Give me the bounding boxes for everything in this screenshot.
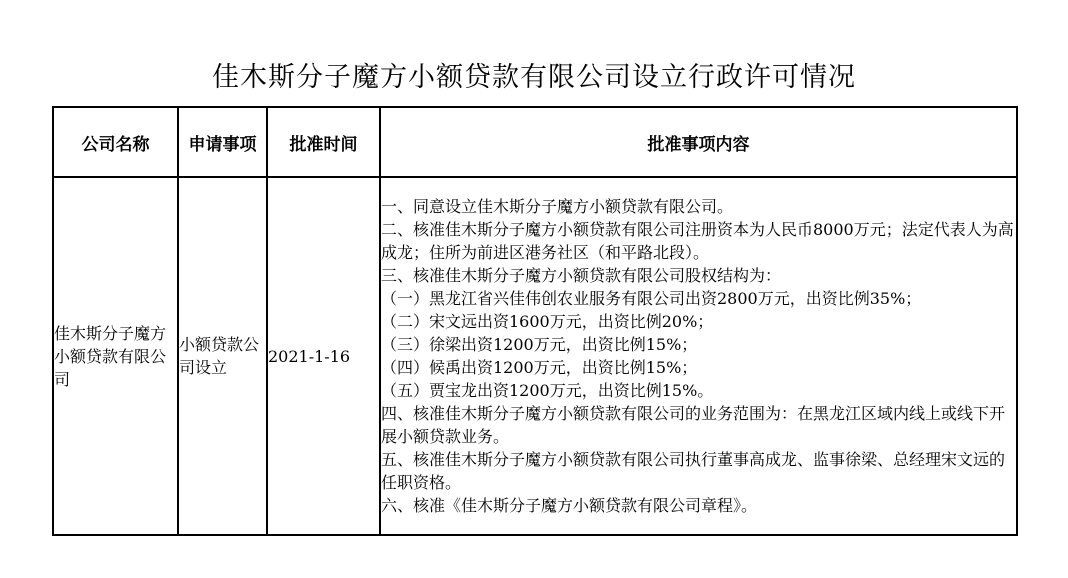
content-line-3: 三、核准佳木斯分子魔方小额贷款有限公司股权结构为： (381, 266, 782, 285)
header-approval-content: 批准事项内容 (380, 107, 1017, 177)
approval-content-cell (380, 177, 1017, 535)
content-line-10: 五、核准佳木斯分子魔方小额贷款有限公司执行董事高成龙、监事徐梁、总经理宋文远的任职资格。 (381, 450, 1006, 492)
permit-table (52, 106, 1018, 536)
content-line-1: 一、同意设立佳木斯分子魔方小额贷款有限公司。 (381, 197, 734, 216)
company-name-cell: 佳木斯分子魔方小额贷款有限公司 (53, 177, 178, 535)
content-line-11: 六、核准《佳木斯分子魔方小额贷款有限公司章程》。 (381, 496, 758, 515)
header-company-name: 公司名称 (53, 107, 178, 177)
approval-time-cell: 2021-1-16 (267, 177, 380, 535)
content-line-2: 二、核准佳木斯分子魔方小额贷款有限公司注册资本为人民币8000万元；法定代表人为高成龙；住所为前进区港务社区（和平路北段）。 (381, 220, 1014, 262)
header-application-item: 申请事项 (178, 107, 267, 177)
content-line-6: （三）徐梁出资1200万元，出资比例15%； (381, 335, 698, 354)
table-header-row (53, 107, 1017, 177)
application-item-cell: 小额贷款公司设立 (178, 177, 267, 535)
document-title: 佳木斯分子魔方小额贷款有限公司设立行政许可情况 (212, 62, 856, 93)
content-line-4: （一）黑龙江省兴佳伟创农业服务有限公司出资2800万元，出资比例35%； (381, 289, 922, 308)
content-line-7: （四）候禹出资1200万元，出资比例15%； (381, 358, 698, 377)
content-line-9: 四、核准佳木斯分子魔方小额贷款有限公司的业务范围为：在黑龙江区域内线上或线下开展小额贷款业务。 (381, 404, 1006, 446)
header-approval-time: 批准时间 (267, 107, 380, 177)
content-line-5: （二）宋文远出资1600万元，出资比例20%； (381, 312, 714, 331)
content-line-8: （五）贾宝龙出资1200万元，出资比例15%。 (381, 381, 714, 400)
table-row (53, 177, 1017, 535)
